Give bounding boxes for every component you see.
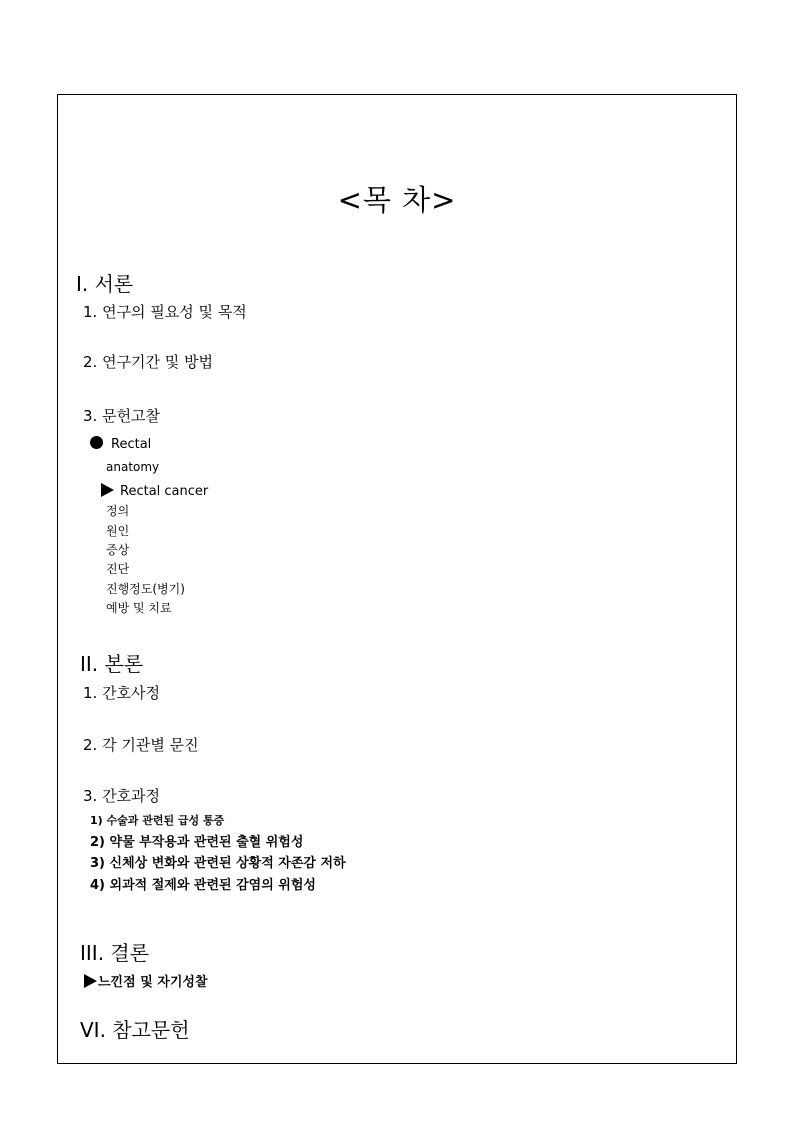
section-4-heading: VI. 참고문헌 [80, 1018, 190, 1042]
page-title: <목 차> [337, 183, 457, 217]
nursing-diagnosis-1: 1) 수술과 관련된 급성 통증 [90, 814, 225, 827]
triangle-right-icon [101, 483, 114, 497]
toc-item-research-period: 2. 연구기간 및 방법 [83, 353, 214, 371]
toc-topic-definition: 정의 [106, 504, 130, 518]
nursing-diagnosis-4: 4) 외과적 절제와 관련된 감염의 위험성 [90, 878, 316, 893]
toc-topic-symptom: 증상 [106, 543, 130, 557]
toc-item-anatomy: anatomy [106, 460, 160, 474]
triangle-right-icon [84, 974, 97, 988]
toc-topic-diagnosis: 진단 [106, 562, 130, 576]
page-frame [57, 94, 737, 1064]
toc-item-research-need: 1. 연구의 필요성 및 목적 [83, 303, 247, 321]
toc-topic-cause: 원인 [106, 524, 130, 538]
toc-topic-prevention: 예방 및 치료 [106, 601, 172, 615]
section-3-heading: III. 결론 [80, 941, 150, 965]
bullet-rectal-cancer [101, 483, 208, 498]
section-2-heading: II. 본론 [80, 652, 144, 676]
toc-item-reflection-label: 느낀점 및 자기성찰 [98, 975, 208, 990]
bullet-rectal [90, 436, 151, 451]
section-1-heading: I. 서론 [76, 272, 134, 296]
bullet-rectal-cancer-label: Rectal cancer [120, 484, 209, 499]
toc-topic-staging: 진행정도(병기) [106, 582, 185, 596]
toc-item-nursing-assessment: 1. 간호사정 [83, 684, 161, 702]
filled-circle-icon [90, 436, 103, 449]
toc-item-nursing-process: 3. 간호과정 [83, 787, 161, 805]
nursing-diagnosis-2: 2) 약물 부작용과 관련된 출혈 위험성 [90, 835, 304, 850]
bullet-rectal-label: Rectal [111, 437, 152, 452]
nursing-diagnosis-3: 3) 신체상 변화와 관련된 상황적 자존감 저하 [90, 856, 346, 871]
toc-item-reflection [84, 974, 208, 989]
toc-item-literature-review: 3. 문헌고찰 [83, 407, 161, 425]
toc-item-interview: 2. 각 기관별 문진 [83, 736, 199, 754]
